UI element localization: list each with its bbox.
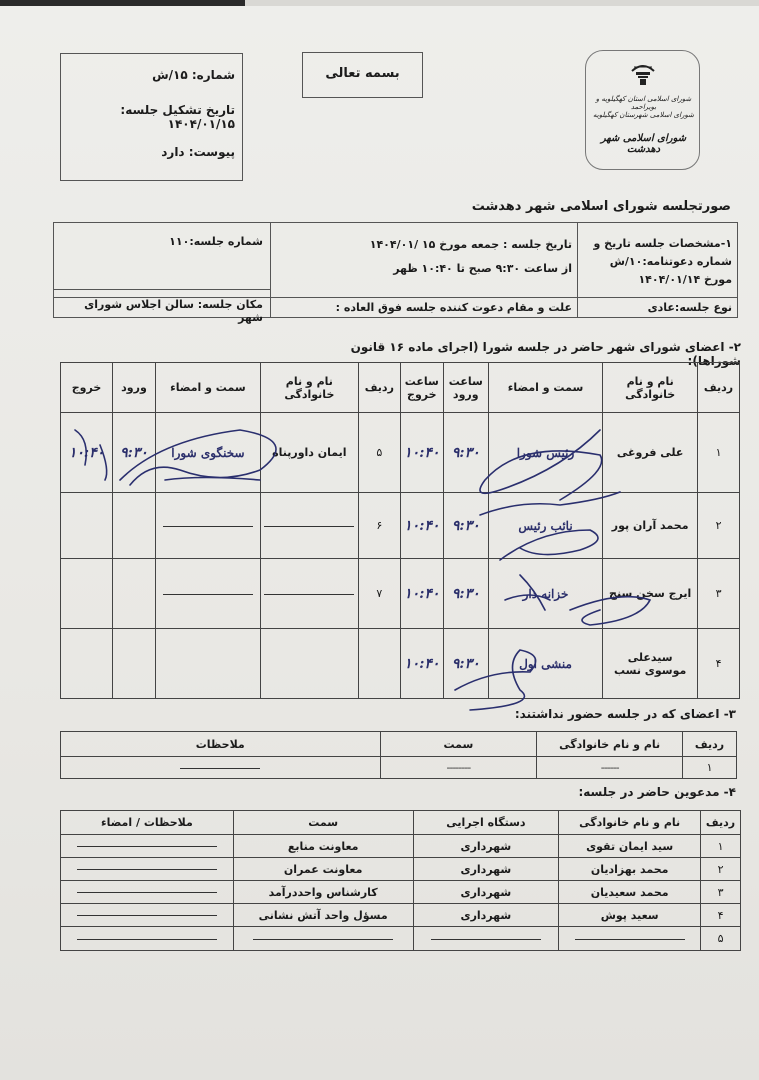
row-index: ۶ <box>358 493 400 559</box>
col-header: سمت <box>233 811 413 835</box>
invitees-table <box>60 810 741 951</box>
empty-name <box>260 559 358 629</box>
row-index: ۷ <box>358 559 400 629</box>
col-header: ردیف <box>358 363 400 413</box>
time-in: ۹:۳۰ <box>443 629 488 699</box>
col-header: ساعت ورود <box>443 363 488 413</box>
time-in: ۹:۳۰ <box>443 413 488 493</box>
absent-name: ------ <box>537 757 683 779</box>
invitee-signature <box>61 881 234 904</box>
member-role-signature: نائب رئیس <box>488 493 603 559</box>
time-out: ۱۰:۴۰ <box>400 493 443 559</box>
extraordinary-reason: علت و مقام دعوت کننده جلسه فوق العاده : <box>335 301 572 314</box>
invitee-org: شهرداری <box>413 904 559 927</box>
invitee-signature <box>61 858 234 881</box>
row-index: ۳ <box>698 559 740 629</box>
row-index: ۴ <box>701 904 741 927</box>
time-out: ۱۰:۴۰ <box>400 559 443 629</box>
row-index: ۱ <box>701 835 741 858</box>
session-time: از ساعت ۹:۳۰ صبح تا ۱۰:۴۰ ظهر <box>393 262 572 275</box>
letter-attachment: پیوست: دارد <box>161 145 235 159</box>
absent-role: -------- <box>380 757 537 779</box>
letter-number: شماره: ۱۵/ش <box>152 68 235 82</box>
section2-title: ۲- اعضای شورای شهر حاضر در جلسه شورا (اجرای ماده ۱۶ قانون شوراها): <box>350 340 741 368</box>
row-index: ۵ <box>701 927 741 951</box>
logo-title: شورای اسلامی شهر دهدشت <box>600 133 687 155</box>
table-row <box>61 559 740 629</box>
session-type: نوع جلسه:عادی <box>647 301 732 314</box>
session-place: مکان جلسه: سالن اجلاس شورای شهر <box>84 298 263 324</box>
invitee-org: شهرداری <box>413 881 559 904</box>
invitee-role: معاونت منابع <box>233 835 413 858</box>
invitee-signature <box>61 927 234 951</box>
time-out: ۱۰:۴۰ <box>400 413 443 493</box>
table-row <box>61 927 741 951</box>
row-index: ۲ <box>698 493 740 559</box>
invitee-role: کارشناس واحددرآمد <box>233 881 413 904</box>
council-emblem-icon <box>628 59 658 89</box>
col-header: نام و نام خانوادگی <box>260 363 358 413</box>
table-row <box>61 629 740 699</box>
time-in: ۹:۳۰ <box>443 493 488 559</box>
col-header: ملاحظات <box>61 732 381 757</box>
col-header: ملاحظات / امضاء <box>61 811 234 835</box>
member-name: علی فروغی <box>603 413 698 493</box>
table-row <box>61 904 741 927</box>
col-header: سمت <box>380 732 537 757</box>
invitee-name <box>559 927 701 951</box>
table-row <box>61 858 741 881</box>
table-row <box>61 881 741 904</box>
section4-title: ۴- مدعوین حاضر در جلسه: <box>578 785 736 799</box>
document-title: صورتجلسه شورای اسلامی شهر دهدشت <box>471 199 731 214</box>
table-row <box>61 757 737 779</box>
invitee-name: محمد سعیدیان <box>559 881 701 904</box>
row-index: ۴ <box>698 629 740 699</box>
table-header-row <box>61 811 741 835</box>
col-header: سمت و امضاء <box>488 363 603 413</box>
empty-role <box>155 493 260 559</box>
time-out: ۱۰:۴۰ <box>400 629 443 699</box>
logo-line-county: شورای اسلامی شهرستان کهگیلویه <box>593 111 694 119</box>
invitee-name: سعید پوش <box>559 904 701 927</box>
bismillah-text: بسمه تعالی <box>325 66 400 81</box>
col-header: نام و نام خانوادگی <box>537 732 683 757</box>
col-header: ردیف <box>701 811 741 835</box>
invitee-signature <box>61 835 234 858</box>
col-header: سمت و امضاء <box>155 363 260 413</box>
row-index: ۵ <box>358 413 400 493</box>
col-header: دستگاه اجرایی <box>413 811 559 835</box>
invitee-role: معاونت عمران <box>233 858 413 881</box>
time-in: ۹:۳۰ <box>443 559 488 629</box>
council-logo-box <box>585 50 700 170</box>
time-out: ۱۰:۴۰ <box>61 413 113 493</box>
table-header-row <box>61 363 740 413</box>
col-header: ردیف <box>683 732 737 757</box>
logo-line-province: شورای اسلامی استان کهگیلویه و بویراحمد <box>595 95 692 111</box>
invitee-role <box>233 927 413 951</box>
col-header: خروج <box>61 363 113 413</box>
empty-name <box>260 493 358 559</box>
invitee-signature <box>61 904 234 927</box>
absent-members-table <box>60 731 737 779</box>
col-header: نام و نام خانوادگی <box>603 363 698 413</box>
time-in: ۹:۳۰ <box>113 413 156 493</box>
row-index: ۳ <box>701 881 741 904</box>
member-name: ایمان داورپناه <box>260 413 358 493</box>
invitee-name: سید ایمان تقوی <box>559 835 701 858</box>
invitee-role: مسؤل واحد آتش نشانی <box>233 904 413 927</box>
section3-title: ۳- اعضای که در جلسه حضور نداشتند: <box>514 707 736 721</box>
col-header: ردیف <box>698 363 740 413</box>
member-role-signature: سخنگوی شورا <box>155 413 260 493</box>
session-date: تاریخ جلسه : جمعه مورخ ۱۵ /۱۴۰۴/۰۱ <box>369 238 572 251</box>
letter-date: تاریخ تشکیل جلسه: ۱۴۰۴/۰۱/۱۵ <box>120 103 235 131</box>
member-name: محمد آران پور <box>603 493 698 559</box>
member-role-signature: منشی اول <box>488 629 603 699</box>
table-row <box>61 835 741 858</box>
member-role-signature: رئیس شورا <box>488 413 603 493</box>
absent-note <box>61 757 381 779</box>
table-row <box>61 493 740 559</box>
member-role-signature: خزانه دار <box>488 559 603 629</box>
invitee-org <box>413 927 559 951</box>
present-members-table <box>60 362 740 699</box>
col-header: نام و نام خانوادگی <box>559 811 701 835</box>
member-name: سیدعلی موسوی نسب <box>603 629 698 699</box>
member-name: ایرج سخن سنج <box>603 559 698 629</box>
invitation-spec: ۱-مشخصات جلسه تاریخ و شماره دعوتنامه:۱۰/ش مورخ ۱۴۰۴/۰۱/۱۴ <box>593 237 732 286</box>
row-index: ۱ <box>698 413 740 493</box>
col-header: ورود <box>113 363 156 413</box>
invitee-name: محمد بهزادیان <box>559 858 701 881</box>
row-index: ۱ <box>683 757 737 779</box>
invitee-org: شهرداری <box>413 858 559 881</box>
bismillah-box <box>302 52 423 98</box>
row-index: ۲ <box>701 858 741 881</box>
table-row <box>61 413 740 493</box>
invitee-org: شهرداری <box>413 835 559 858</box>
session-number: شماره جلسه:۱۱۰ <box>169 235 263 248</box>
table-header-row <box>61 732 737 757</box>
empty-role <box>155 559 260 629</box>
col-header: ساعت خروج <box>400 363 443 413</box>
